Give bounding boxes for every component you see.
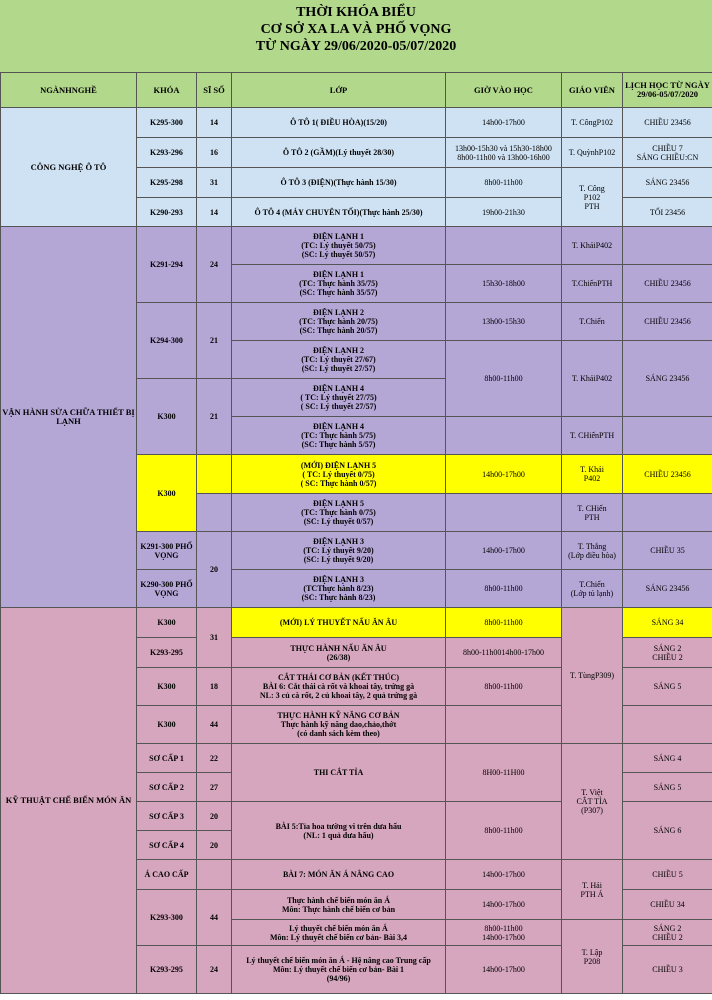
lich-cell: SÁNG 34 — [623, 608, 712, 638]
khoa-cell: K300 — [137, 455, 197, 532]
lop-line: (TC: Lý thuyết 9/20) — [303, 546, 374, 555]
lop-cell — [232, 379, 446, 417]
gv-line: T. CHiến — [577, 503, 607, 513]
lop-line: Lý thuyết chế biến món ăn Á - Hệ nâng cao Trung cấp — [246, 956, 431, 965]
gio-cell: 8h00-11h00 — [446, 168, 562, 198]
khoa-cell: K295-298 — [137, 168, 197, 198]
gio-cell — [446, 920, 562, 946]
siso-cell: 16 — [197, 138, 232, 168]
lop-line: ( SC: Thực hành 0/57) — [300, 478, 377, 488]
gv-cell — [562, 494, 623, 532]
lop-line: BÀI 5:Tỉa hoa tường vi trên dưa hấu — [275, 821, 402, 831]
lop-cell — [232, 227, 446, 265]
lop-line: (26/38) — [326, 652, 351, 662]
lop-line: (SC: Thực hành 8/23) — [301, 593, 376, 602]
lop-line: CẮT THÁI CƠ BẢN (KẾT THÚC) — [278, 673, 399, 682]
lich-cell — [623, 227, 712, 265]
lop-line: Thực hành kỹ năng dao,chảo,thớt — [280, 720, 397, 729]
siso-cell: 18 — [197, 668, 232, 706]
nganh-oto: CÔNG NGHỆ Ô TÔ — [1, 108, 137, 227]
lich-cell: SÁNG 23456 — [623, 341, 712, 417]
siso-cell: 31 — [197, 168, 232, 198]
gio-cell: 14h00-17h00 — [446, 890, 562, 920]
siso-cell: 24 — [197, 946, 232, 994]
lop-line: ( SC: Lý thuyết 27/57) — [300, 402, 377, 411]
khoa-cell: K295-300 — [137, 108, 197, 138]
siso-cell: 14 — [197, 108, 232, 138]
gio-cell — [446, 494, 562, 532]
lop-cell — [232, 668, 446, 706]
lop-line: ĐIỆN LẠNH 4 — [312, 422, 365, 431]
header-gv: GIÁO VIÊN — [562, 73, 623, 108]
lich-line: CHIỀU 2 — [652, 932, 683, 942]
nau-section — [1, 608, 712, 994]
lich-cell: CHIỀU 23456 — [623, 455, 712, 494]
gv-line: T. Thắng — [577, 541, 607, 551]
lich-cell — [623, 138, 712, 168]
lop-cell: Ô TÔ 2 (GẦM)(Lý thuyết 28/30) — [232, 138, 446, 168]
lop-line: ( TC: Lý thuyết 27/75) — [300, 393, 377, 402]
khoa-cell: K300 — [137, 668, 197, 706]
lop-cell — [232, 455, 446, 494]
gv-line: (Lớp điều hòa) — [568, 550, 616, 560]
khoa-cell: K300 — [137, 608, 197, 638]
lich-cell — [623, 494, 712, 532]
siso-cell: 20 — [197, 831, 232, 860]
lich-cell: SÁNG 23456 — [623, 570, 712, 608]
lop-cell — [232, 494, 446, 532]
gio-line: 14h00-17h00 — [482, 932, 525, 942]
lich-cell: CHIỀU 5 — [623, 860, 712, 890]
lop-line: ĐIỆN LẠNH 2 — [312, 308, 365, 317]
lich-cell: SÁNG 4 — [623, 744, 712, 773]
gio-cell — [446, 417, 562, 455]
header-khoa: KHÓA — [137, 73, 197, 108]
lich-cell: CHIỀU 23456 — [623, 265, 712, 303]
lop-line: Môn: Thực hành chế biến cơ bản — [281, 904, 396, 914]
gio-cell — [446, 138, 562, 168]
lop-cell: (MỚI) LÝ THUYẾT NẤU ĂN ÂU — [232, 608, 446, 638]
siso-cell: 21 — [197, 379, 232, 455]
lop-cell — [232, 265, 446, 303]
siso-cell: 20 — [197, 802, 232, 831]
lop-cell — [232, 946, 446, 994]
gv-line: T. Việt — [581, 788, 603, 797]
lich-cell: CHIỀU 23456 — [623, 303, 712, 341]
gio-cell: 14h00-17h00 — [446, 532, 562, 570]
khoa-cell: K291-294 — [137, 227, 197, 303]
gio-cell: 14h00-17h00 — [446, 946, 562, 994]
gv-line: (P307) — [581, 806, 603, 815]
siso-cell — [197, 494, 232, 532]
gv-line: T.Chiến — [579, 579, 605, 589]
lich-cell — [623, 417, 712, 455]
lop-line: (SC: Lý thuyết 27/57) — [301, 364, 376, 373]
khoa-cell: K290-300 PHỐ VỌNG — [137, 570, 197, 608]
lop-line: (TC: Thực hành 0/75) — [301, 508, 376, 517]
lop-line: (94/96) — [326, 974, 351, 983]
lich-cell — [623, 706, 712, 744]
oto-section — [1, 108, 712, 227]
siso-cell: 22 — [197, 744, 232, 773]
gv-cell — [562, 920, 623, 994]
lich-cell — [623, 920, 712, 946]
table-row — [1, 108, 712, 138]
lop-line: (NL: 1 quả dưa hấu) — [303, 830, 374, 840]
khoa-cell: K300 — [137, 706, 197, 744]
dl-section — [1, 227, 712, 608]
lop-line: (MỚI) ĐIỆN LẠNH 5 — [300, 460, 377, 470]
gio-line: 13h00-15h30 và 15h30-18h00 — [455, 143, 552, 153]
lop-line: (TC: Lý thuyết 27/67) — [301, 355, 376, 364]
lich-cell: CHIỀU 34 — [623, 890, 712, 920]
siso-cell: 24 — [197, 227, 232, 303]
gio-cell: 13h00-15h30 — [446, 303, 562, 341]
gv-line: PTH — [584, 201, 600, 211]
schedule-title — [0, 0, 712, 72]
siso-cell: 20 — [197, 532, 232, 608]
table-row — [1, 227, 712, 265]
gv-cell — [562, 744, 623, 860]
header-nganh: NGÀNHNGHỀ — [1, 73, 137, 108]
header-siso: SĨ SỐ — [197, 73, 232, 108]
khoa-cell: K293-295 — [137, 946, 197, 994]
lop-line: (TC: Thực hành 35/75) — [299, 279, 378, 288]
lich-cell — [623, 638, 712, 668]
gv-cell: T.ChiếnPTH — [562, 265, 623, 303]
gv-line: P102 — [583, 192, 601, 202]
gv-cell: T. CôngP102 — [562, 108, 623, 138]
khoa-cell: SƠ CẤP 3 — [137, 802, 197, 831]
gv-line: CẮT TỈA — [576, 797, 608, 806]
table-row — [1, 608, 712, 638]
lop-line: (SC: Thực hành 20/57) — [299, 326, 378, 335]
khoa-cell: K300 — [137, 379, 197, 455]
gio-cell — [446, 706, 562, 744]
title-line-2: CƠ SỞ XA LA VÀ PHỐ VỌNG — [260, 22, 452, 37]
lop-cell: Ô TÔ 1( ĐIỀU HÒA)(15/20) — [232, 108, 446, 138]
lich-line: SÁNG CHIỀU:CN — [636, 152, 699, 162]
gv-cell — [562, 570, 623, 608]
lop-line: (TC: Thực hành 20/75) — [299, 317, 378, 326]
lop-line: ĐIỆN LẠNH 2 — [312, 346, 365, 355]
nganh-nau: KỸ THUẬT CHẾ BIẾN MÓN ĂN — [1, 608, 137, 994]
gv-line: PTH — [584, 512, 600, 522]
lop-cell — [232, 341, 446, 379]
siso-cell: 44 — [197, 706, 232, 744]
lich-line: CHIỀU 7 — [652, 143, 683, 153]
gv-line: T. Công — [579, 183, 605, 193]
gv-line: T. Hải — [582, 880, 602, 890]
lop-line: (SC: Thực hành 5/57) — [301, 440, 376, 449]
lop-line: (TCThực hành 8/23) — [303, 584, 374, 593]
gio-cell: 14h00-17h00 — [446, 108, 562, 138]
siso-cell: 44 — [197, 890, 232, 946]
lop-cell — [232, 532, 446, 570]
lich-cell: SÁNG 6 — [623, 802, 712, 860]
siso-cell — [197, 455, 232, 494]
lop-cell — [232, 303, 446, 341]
lich-cell: CHIỀU 23456 — [623, 108, 712, 138]
lop-line: ĐIỆN LẠNH 3 — [312, 537, 365, 546]
gv-line: PTH Á — [580, 889, 604, 899]
lop-cell: Ô TÔ 3 (ĐIỆN)(Thực hành 15/30) — [232, 168, 446, 198]
gio-cell: 8h00-11h00 — [446, 608, 562, 638]
lop-line: THỰC HÀNH KỸ NĂNG CƠ BẢN — [277, 711, 400, 720]
lop-cell — [232, 417, 446, 455]
khoa-cell: K291-300 PHỐ VỌNG — [137, 532, 197, 570]
gio-cell: 8h00-11h00 — [446, 341, 562, 417]
gio-cell: 8h00-11h00 — [446, 570, 562, 608]
khoa-cell: SƠ CẤP 2 — [137, 773, 197, 802]
header-lop: LỚP — [232, 73, 446, 108]
gv-cell — [562, 168, 623, 227]
siso-cell — [197, 860, 232, 890]
siso-cell: 31 — [197, 608, 232, 668]
khoa-cell: K290-293 — [137, 198, 197, 227]
siso-cell: 14 — [197, 198, 232, 227]
lop-cell: BÀI 7: MÓN ĂN Á NÂNG CAO — [232, 860, 446, 890]
khoa-cell: Á CAO CẤP — [137, 860, 197, 890]
lich-line: CHIỀU 2 — [652, 652, 683, 662]
gv-line: T. Khải — [580, 465, 604, 474]
title-line-3: TỪ NGÀY 29/06/2020-05/07/2020 — [255, 39, 457, 54]
gv-cell: T. KhảiP402 — [562, 341, 623, 417]
lop-line: (TC: Lý thuyết 50/75) — [301, 241, 376, 250]
lich-cell: SÁNG 23456 — [623, 168, 712, 198]
gv-cell: T. KhảiP402 — [562, 227, 623, 265]
lich-cell: CHIỀU 3 — [623, 946, 712, 994]
gv-line: T. Lập — [581, 947, 603, 957]
gio-cell: 14h00-17h00 — [446, 455, 562, 494]
gio-line: 8h00-11h00 — [484, 923, 523, 933]
lop-line: Môn: Lý thuyết chế biến cơ bản- Bài 3,4 — [269, 932, 408, 942]
gio-cell: 14h00-17h00 — [446, 860, 562, 890]
lich-cell: CHIỀU 35 — [623, 532, 712, 570]
nganh-dl: VẬN HÀNH SỬA CHỮA THIẾT BỊ LẠNH — [1, 227, 137, 608]
lich-cell: SÁNG 5 — [623, 668, 712, 706]
gio-cell: 8H00-11H00 — [446, 744, 562, 802]
lop-line: ĐIỆN LẠNH 4 — [312, 384, 365, 393]
lop-line: Lý thuyết chế biến món ăn Á — [289, 923, 388, 933]
lop-cell — [232, 890, 446, 920]
lop-line: (có danh sách kèm theo) — [297, 729, 380, 738]
header-lich: LỊCH HỌC TỪ NGÀY 29/06-05/07/2020 — [623, 73, 712, 108]
lop-cell — [232, 638, 446, 668]
lop-line: (SC: Lý thuyết 50/57) — [301, 250, 376, 259]
gio-cell: 15h30-18h00 — [446, 265, 562, 303]
lop-line: ĐIỆN LẠNH 5 — [312, 499, 365, 508]
lop-line: ( TC: Lý thuyết 0/75) — [302, 469, 375, 479]
lop-line: ĐIỆN LẠNH 1 — [312, 232, 365, 241]
lich-line: SÁNG 2 — [653, 923, 682, 933]
khoa-cell: SƠ CẤP 4 — [137, 831, 197, 860]
lop-line: (SC: Thực hành 35/57) — [299, 288, 378, 297]
gv-cell — [562, 455, 623, 494]
gv-line: (Lớp tủ lạnh) — [570, 588, 614, 598]
gv-line: P402 — [583, 474, 601, 483]
lich-cell: SÁNG 5 — [623, 773, 712, 802]
lop-cell: THI CẮT TỈA — [232, 744, 446, 802]
lop-line: (TC: Thực hành 5/75) — [301, 431, 376, 440]
lop-cell — [232, 920, 446, 946]
khoa-cell: SƠ CẤP 1 — [137, 744, 197, 773]
header-row — [1, 73, 712, 108]
gio-cell: 19h00-21h30 — [446, 198, 562, 227]
lop-line: Thực hành chế biến món ăn Á — [286, 895, 391, 905]
gv-cell: T.Chiến — [562, 303, 623, 341]
lop-line: THỰC HÀNH NẤU ĂN ÂU — [290, 643, 387, 653]
title-line-1: THỜI KHÓA BIỂU — [296, 5, 416, 20]
khoa-cell: K293-300 — [137, 890, 197, 946]
gio-cell: 8h00-11h00 — [446, 668, 562, 706]
khoa-cell: K293-295 — [137, 638, 197, 668]
lop-line: (SC: Lý thuyết 0/57) — [303, 517, 374, 526]
gv-cell: T. QuỳnhP102 — [562, 138, 623, 168]
gv-line: P208 — [583, 956, 601, 966]
lop-line: Môn: Lý thuyết chế biến cơ bản- Bài 1 — [272, 965, 405, 974]
header-gio: GIỜ VÀO HỌC — [446, 73, 562, 108]
lop-line: NL: 3 củ cà rốt, 2 củ khoai tây, 2 quả trứng gà — [259, 691, 418, 700]
siso-cell: 21 — [197, 303, 232, 379]
gv-cell — [562, 860, 623, 920]
lop-cell — [232, 802, 446, 860]
gv-cell: T. CHiếnPTH — [562, 417, 623, 455]
khoa-cell: K294-300 — [137, 303, 197, 379]
gio-cell: 8h00-11h0014h00-17h00 — [446, 638, 562, 668]
lich-cell: TỐI 23456 — [623, 198, 712, 227]
gio-cell: 8h00-11h00 — [446, 802, 562, 860]
lop-line: (SC: Lý thuyết 9/20) — [303, 555, 374, 564]
gio-line: 8h00-11h00 và 13h00-16h00 — [457, 152, 550, 162]
lop-cell — [232, 706, 446, 744]
lop-line: BÀI 6: Cắt thái cà rốt và khoai tây, trứng gà — [262, 682, 415, 691]
lop-cell — [232, 570, 446, 608]
lich-line: SÁNG 2 — [653, 643, 682, 653]
lop-cell: Ô TÔ 4 (MÁY CHUYÊN TỐI)(Thực hành 25/30) — [232, 198, 446, 227]
lop-line: ĐIỆN LẠNH 3 — [312, 575, 365, 584]
khoa-cell: K293-296 — [137, 138, 197, 168]
gio-cell — [446, 227, 562, 265]
gv-cell — [562, 532, 623, 570]
lop-line: ĐIỆN LẠNH 1 — [312, 270, 365, 279]
siso-cell: 27 — [197, 773, 232, 802]
schedule-table — [0, 72, 712, 994]
gv-cell: T. TùngP309) — [562, 608, 623, 744]
